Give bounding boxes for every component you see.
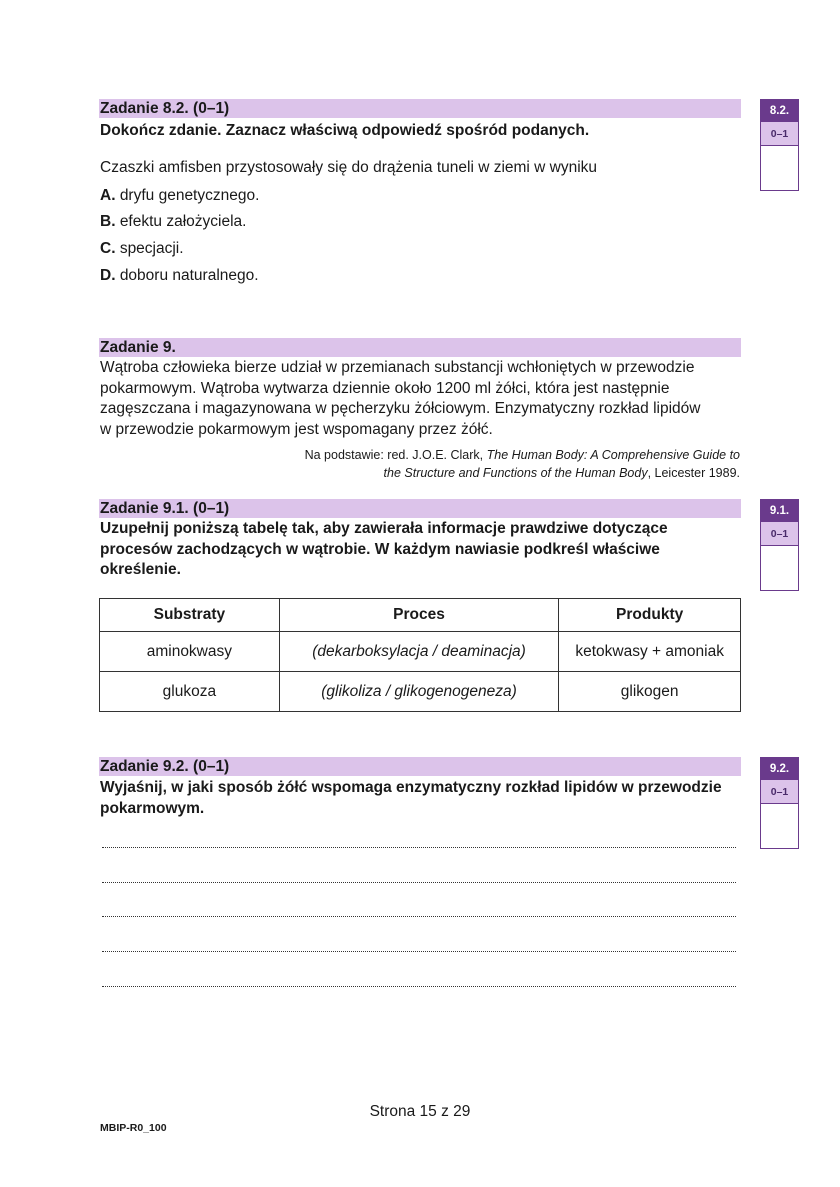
option-a[interactable] xyxy=(100,187,259,205)
score-range: 0–1 xyxy=(761,780,798,804)
score-range: 0–1 xyxy=(761,122,798,146)
score-label: 9.1. xyxy=(761,500,798,522)
table-cell: glukoza xyxy=(100,672,280,712)
task-8-2-header: Zadanie 8.2. (0–1) xyxy=(99,99,741,118)
source-suffix: , Leicester 1989. xyxy=(647,466,740,480)
table-cell: glikogen xyxy=(559,672,741,712)
option-b[interactable] xyxy=(100,213,246,231)
source-citation xyxy=(220,446,740,482)
process-choice-cell[interactable] xyxy=(279,632,559,672)
answer-line[interactable] xyxy=(102,842,736,848)
table-header-row xyxy=(100,599,741,632)
option-text: doboru naturalnego. xyxy=(119,267,259,284)
exam-code: MBIP-R0_100 xyxy=(100,1122,167,1134)
option-letter: C. xyxy=(100,240,116,257)
instruction-line: procesów zachodzących w wątrobie. W każdym nawiasie podkreśl właściwe xyxy=(100,540,660,558)
instruction-line: Uzupełnij poniższą tabelę tak, aby zawierała informacje prawdziwe dotyczące xyxy=(100,520,668,537)
answer-line[interactable] xyxy=(102,911,736,917)
instruction-line: Wyjaśnij, w jaki sposób żółć wspomaga enzymatyczny rozkład lipidów w przewodzie xyxy=(100,779,722,796)
answer-line[interactable] xyxy=(102,877,736,883)
column-header: Produkty xyxy=(559,599,741,632)
score-label: 9.2. xyxy=(761,758,798,780)
answer-line[interactable] xyxy=(102,946,736,952)
score-box-8-2 xyxy=(760,99,799,191)
score-range: 0–1 xyxy=(761,522,798,546)
option-text: efektu założyciela. xyxy=(119,213,247,230)
intro-line: Wątroba człowieka bierze udział w przemianach substancji wchłoniętych w przewodzie xyxy=(100,359,695,376)
table-row xyxy=(100,672,741,712)
task-9-2-header: Zadanie 9.2. (0–1) xyxy=(99,757,741,776)
instruction-line: pokarmowym. xyxy=(100,799,205,817)
option-text: dryfu genetycznego. xyxy=(119,187,260,204)
score-box-9-1 xyxy=(760,499,799,591)
option-text: specjacji. xyxy=(119,240,184,257)
score-input-cell[interactable] xyxy=(761,546,798,588)
source-title: The Human Body: A Comprehensive Guide to xyxy=(486,448,740,462)
process-table xyxy=(99,598,741,712)
option-letter: A. xyxy=(100,187,116,204)
task-9-header: Zadanie 9. xyxy=(99,338,741,357)
source-title: the Structure and Functions of the Human Body xyxy=(383,466,648,480)
option-d[interactable] xyxy=(100,267,259,285)
table-row xyxy=(100,632,741,672)
task-9-intro xyxy=(100,358,740,440)
option-c[interactable] xyxy=(100,240,184,258)
process-choice-cell[interactable] xyxy=(279,672,559,712)
page-number: Strona 15 z 29 xyxy=(369,1103,471,1120)
intro-line: pokarmowym. Wątroba wytwarza dziennie około 1200 ml żółci, która jest następnie xyxy=(100,379,670,397)
option-letter: D. xyxy=(100,267,116,284)
table-cell: aminokwasy xyxy=(100,632,280,672)
task-8-2-stem: Czaszki amfisben przystosowały się do drążenia tuneli w ziemi w wyniku xyxy=(100,159,598,176)
option-letter: B. xyxy=(100,213,116,230)
score-box-9-2 xyxy=(760,757,799,849)
table-cell: ketokwasy + amoniak xyxy=(559,632,741,672)
source-prefix: Na podstawie: red. J.O.E. Clark, xyxy=(304,448,487,462)
task-9-1-instruction xyxy=(100,519,740,581)
column-header: Substraty xyxy=(100,599,280,632)
process-choice-text[interactable]: (glikoliza / glikogenogeneza) xyxy=(321,682,517,700)
task-9-2-instruction xyxy=(100,778,740,819)
task-8-2-instruction: Dokończ zdanie. Zaznacz właściwą odpowiedź spośród podanych. xyxy=(100,122,590,139)
task-9-1-header: Zadanie 9.1. (0–1) xyxy=(99,499,741,518)
intro-line: w przewodzie pokarmowym jest wspomagany przez żółć. xyxy=(100,420,493,438)
answer-line[interactable] xyxy=(102,981,736,987)
score-input-cell[interactable] xyxy=(761,804,798,846)
score-label: 8.2. xyxy=(761,100,798,122)
column-header: Proces xyxy=(279,599,559,632)
instruction-line: określenie. xyxy=(100,561,181,578)
score-input-cell[interactable] xyxy=(761,146,798,188)
process-choice-text[interactable]: (dekarboksylacja / deaminacja) xyxy=(312,642,526,660)
intro-line: zagęszczana i magazynowana w pęcherzyku żółciowym. Enzymatyczny rozkład lipidów xyxy=(100,400,701,417)
